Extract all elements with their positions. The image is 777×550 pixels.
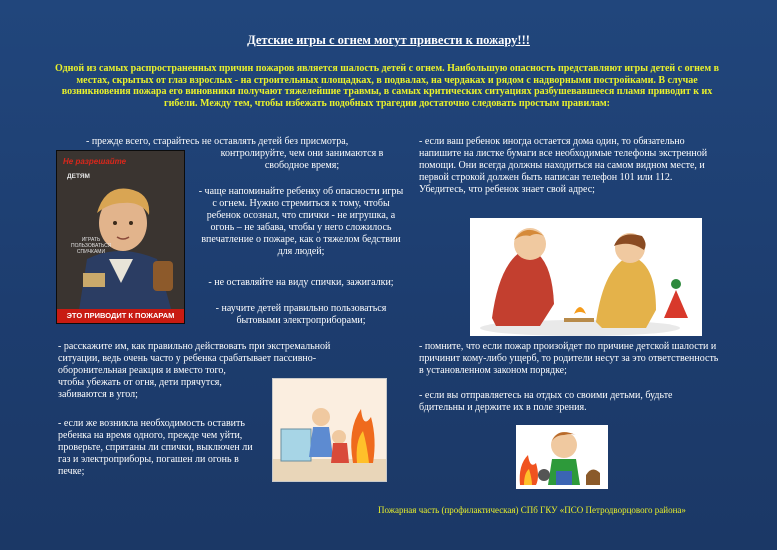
poster-small-text: ИГРАТЬ ПОЛЬЗОВАТЬСЯ СПИЧКАМИ [71, 237, 112, 255]
intro-paragraph: Одной из самых распространенных причин пожаров является шалость детей с огнем. Наибольшую опасность представляют игры детей с огнем в местах, скрытых от глаз взрослых - на строительных площадках, в подвалах, на чердаках и рядом с надворными постройками. В случае возникновения пожара его виновники получают тяжелейшие травмы, в самых критических ситуациях разбушевавшееся пламя приводит к их гибели. Между тем, чтобы избежать подобных трагедии достаточно следовать простым правилам: [54, 63, 720, 109]
tip-leaving-child-alone: - если же возникла необходимость оставить ребенка на время одного, прежде чем уйти, проверьте, спрятаны ли спички, выключен ли газ и электроприборы, погашен ли огонь в печке; [58, 418, 253, 478]
tip-hide-matches: - не оставляйте на виду спички, зажигалки; [208, 277, 394, 288]
children-in-burning-room-image [272, 378, 387, 482]
burning-room-illustration [273, 379, 386, 481]
poster-header-children: ДЕТЯМ [67, 173, 90, 180]
tip-vacation-watch: - если вы отправляетесь на отдых со своими детьми, будьте бдительны и держите их в поле зрения. [419, 390, 673, 414]
tip-supervision: контролируйте, чем они занимаются в свободное время; [220, 148, 384, 172]
tip-emergency-phones: - если ваш ребенок иногда остается дома один, то обязательно напишите на листке бумаги все необходимые телефоны экстренной помощи. Они всегда должны находиться на самом видном месте, и первой строкой должен быть написан телефон 101 или 112. Убедитесь, что ребенок знает свой адрес; [419, 136, 708, 196]
page-title: Детские игры с огнем могут привести к пожару!!! [247, 33, 530, 47]
tip-supervision-line1: - прежде всего, старайтесь не оставлять детей без присмотра, [86, 136, 349, 147]
footer-organization: Пожарная часть (профилактическая) СПб ГКУ «ПСО Петродворцового района» [378, 505, 686, 515]
tip-remind-danger: - чаще напоминайте ребенку об опасности игры с огнем. Нужно стремиться к тому, чтобы ребенок осознал, что спички - не игрушка, а огонь – не забава, чтобы у него сложилось впечатление о пожаре, как о тяжелом бедствии для людей; [198, 186, 404, 258]
children-playing-with-fire-image [470, 218, 702, 336]
tip-electric-appliances: - научите детей правильно пользоваться бытовыми электроприборами; [215, 303, 387, 327]
children-illustration [470, 218, 702, 336]
poster-banner: ЭТО ПРИВОДИТ К ПОЖАРАМ [57, 309, 184, 323]
poster-header: Не разрешайте [63, 157, 127, 166]
tip-extreme-situations-line2: ситуации, ведь очень часто у ребенка срабатывает пассивно- [58, 353, 317, 364]
tip-parental-responsibility: - помните, что если пожар произойдет по причине детской шалости и причинит кому-либо ущерб, то родители несут за это ответственность в установленном законом порядке; [419, 341, 719, 377]
crying-child-illustration [516, 425, 608, 489]
crying-child-fire-image [516, 425, 608, 489]
fire-safety-poster-image [56, 150, 185, 324]
tip-extreme-situations-line3: оборонительная реакция и вместо того, [58, 365, 226, 376]
tip-extreme-situations-line1: - расскажите им, как правильно действовать при экстремальной [58, 341, 331, 352]
tip-extreme-situations: чтобы убежать от огня, дети прячутся, забиваются в угол; [58, 377, 222, 401]
